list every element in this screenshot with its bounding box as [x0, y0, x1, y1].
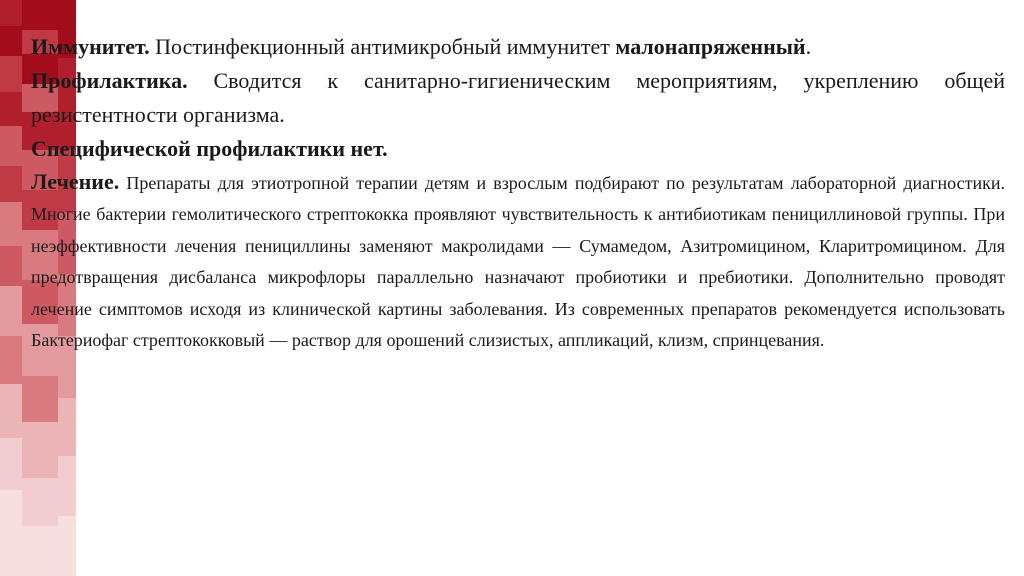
stripe-band	[0, 286, 22, 336]
stripe-band	[0, 490, 22, 576]
immunity-emphasis: малонапряженный	[615, 34, 806, 59]
treatment-paragraph	[31, 166, 1005, 356]
stripe-band	[0, 246, 22, 286]
stripe-band	[0, 0, 22, 26]
stripe-band	[0, 126, 22, 166]
stripe-band	[0, 384, 22, 438]
treatment-label: Лечение.	[31, 169, 120, 194]
stripe-band	[0, 438, 22, 490]
no-specific-text: Специфической профилактики нет.	[31, 136, 388, 161]
immunity-end: .	[805, 34, 812, 59]
slide-body	[31, 30, 1005, 356]
stripe-band	[0, 202, 22, 246]
stripe-band	[0, 56, 22, 92]
immunity-text: Постинфекционный антимикробный иммунитет	[155, 34, 610, 59]
treatment-text: Препараты для этиотропной терапии детям и взрослым подбирают по результатам лабораторной диагностики. Многие бактерии гемолитического стрептококка проявляют чувствительность к антибиотикам пенициллиновой группы. При неэффективности лечения пенициллины заменяют макролидами — Сумамедом, Азитромицином, Кларитромицином. Для предотвращения дисбаланса микрофлоры параллельно назначают пробиотики и пребиотики. Дополнительно проводят лечение симптомов исходя из клинической картины заболевания. Из современных препаратов рекомендуется использовать Бактериофаг стрептококковый — раствор для орошений слизистых, аппликаций, клизм, спринцевания.	[31, 173, 1005, 351]
stripe-band	[0, 336, 22, 384]
immunity-label: Иммунитет.	[31, 34, 150, 59]
stripe-column-narrow	[0, 0, 22, 576]
prevention-paragraph	[31, 64, 1005, 132]
prevention-text: Сводится к санитарно-гигиеническим мероприятиям, укреплению общей резистентности организма.	[31, 68, 1005, 127]
immunity-paragraph	[31, 30, 1005, 64]
no-specific-prevention	[31, 132, 1005, 166]
stripe-band	[0, 92, 22, 126]
stripe-band	[0, 166, 22, 202]
prevention-label: Профилактика.	[31, 68, 188, 93]
stripe-band	[0, 26, 22, 56]
